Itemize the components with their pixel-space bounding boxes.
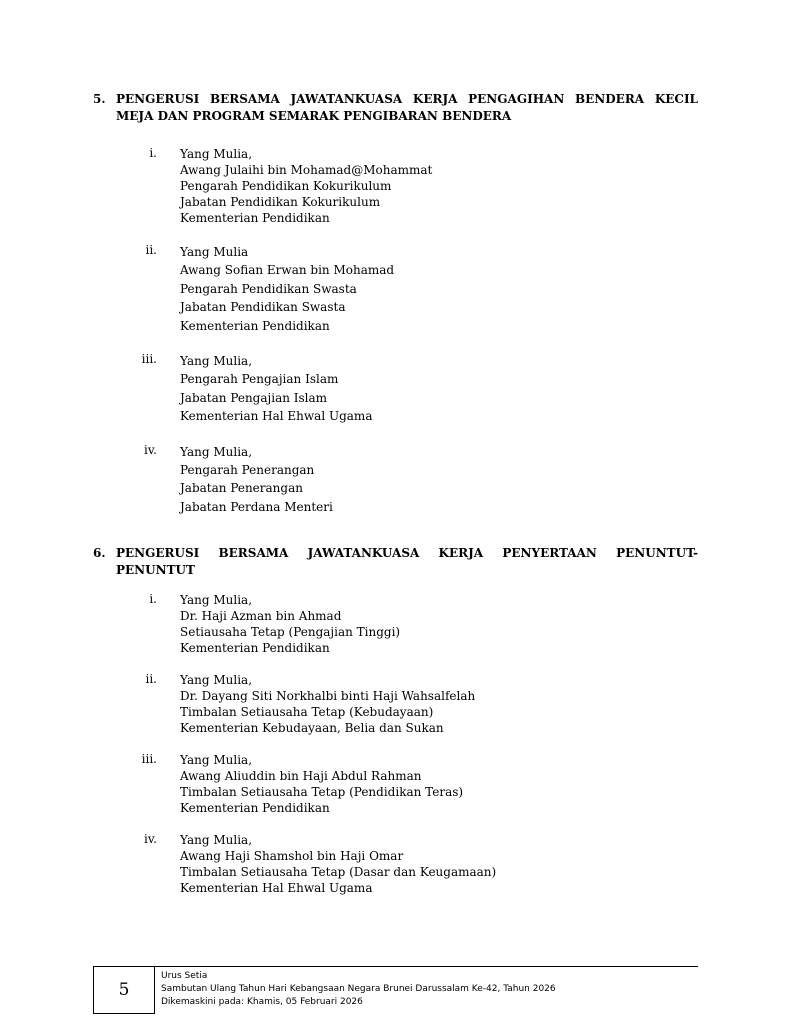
section-title: PENGERUSI BERSAMA JAWATANKUASA KERJA PENYERTAAN PENUNTUT-PENUNTUT (116, 546, 698, 577)
ministry: Kementerian Pendidikan (180, 318, 330, 333)
page-footer (93, 966, 698, 1014)
item-number: iv. (143, 442, 157, 457)
honorific: Yang Mulia, (180, 833, 253, 847)
department: Jabatan Pendidikan Swasta (180, 300, 346, 315)
item-number: iv. (143, 832, 157, 846)
section-6 (93, 545, 698, 912)
person-name: Awang Aliuddin bin Haji Abdul Rahman (180, 769, 422, 783)
ministry: Kementerian Pendidikan (180, 641, 330, 655)
footer-updated-date: Dikemaskini pada: Khamis, 05 Februari 2026 (161, 997, 363, 1007)
footer-text (161, 970, 556, 1009)
position: Pengarah Pengajian Islam (180, 372, 339, 387)
item-number: iii. (141, 352, 157, 367)
page-number: 5 (93, 967, 155, 1014)
honorific: Yang Mulia (180, 245, 249, 259)
department: Jabatan Pendidikan Kokurikulum (180, 195, 381, 209)
list-item (93, 352, 698, 426)
person-name: Dr. Dayang Siti Norkhalbi binti Haji Wahsalfelah (180, 689, 476, 703)
ministry: Jabatan Perdana Menteri (180, 499, 333, 514)
list-item (93, 243, 698, 335)
person-name: Awang Sofian Erwan bin Mohamad (180, 263, 395, 278)
ministry: Kementerian Hal Ehwal Ugama (180, 881, 373, 895)
honorific: Yang Mulia, (180, 444, 253, 459)
department: Jabatan Penerangan (180, 481, 303, 496)
list-item (93, 672, 698, 736)
person-name: Dr. Haji Azman bin Ahmad (180, 609, 342, 623)
section-heading (93, 91, 698, 125)
list-item (93, 146, 698, 226)
position: Timbalan Setiausaha Tetap (Pendidikan Teras) (180, 785, 464, 799)
position: Pengarah Pendidikan Swasta (180, 281, 357, 296)
position: Pengarah Penerangan (180, 463, 315, 478)
ministry: Kementerian Pendidikan (180, 801, 330, 815)
position: Timbalan Setiausaha Tetap (Dasar dan Keugamaan) (180, 865, 497, 879)
honorific: Yang Mulia, (180, 147, 253, 161)
footer-event-title: Sambutan Ulang Tahun Hari Kebangsaan Negara Brunei Darussalam Ke-42, Tahun 2026 (161, 984, 556, 994)
position: Setiausaha Tetap (Pengajian Tinggi) (180, 625, 401, 639)
item-number: iii. (141, 752, 157, 766)
section-5 (93, 91, 698, 533)
department: Jabatan Pengajian Islam (180, 390, 328, 405)
section-title: PENGERUSI BERSAMA JAWATANKUASA KERJA PENGAGIHAN BENDERA KECIL MEJA DAN PROGRAM SEMARAK PENGIBARAN BENDERA (116, 92, 698, 123)
position: Timbalan Setiausaha Tetap (Kebudayaan) (180, 705, 434, 719)
honorific: Yang Mulia, (180, 753, 253, 767)
honorific: Yang Mulia, (180, 673, 253, 687)
position: Pengarah Pendidikan Kokurikulum (180, 179, 392, 193)
ministry: Kementerian Hal Ehwal Ugama (180, 409, 373, 424)
person-name: Awang Haji Shamshol bin Haji Omar (180, 849, 404, 863)
list-item (93, 443, 698, 517)
honorific: Yang Mulia, (180, 354, 253, 369)
ministry: Kementerian Kebudayaan, Belia dan Sukan (180, 721, 444, 735)
ministry: Kementerian Pendidikan (180, 211, 330, 225)
list-item (93, 592, 698, 656)
item-number: ii. (145, 672, 157, 686)
person-name: Awang Julaihi bin Mohamad@Mohammat (180, 163, 433, 177)
list-item (93, 832, 698, 896)
section-heading (93, 545, 698, 579)
honorific: Yang Mulia, (180, 593, 253, 607)
section-number: 5. (93, 92, 106, 106)
footer-secretariat: Urus Setia (161, 971, 208, 981)
item-number: i. (149, 592, 157, 606)
item-number: ii. (145, 243, 157, 257)
list-item (93, 752, 698, 816)
item-number: i. (149, 146, 157, 160)
section-number: 6. (93, 546, 106, 560)
